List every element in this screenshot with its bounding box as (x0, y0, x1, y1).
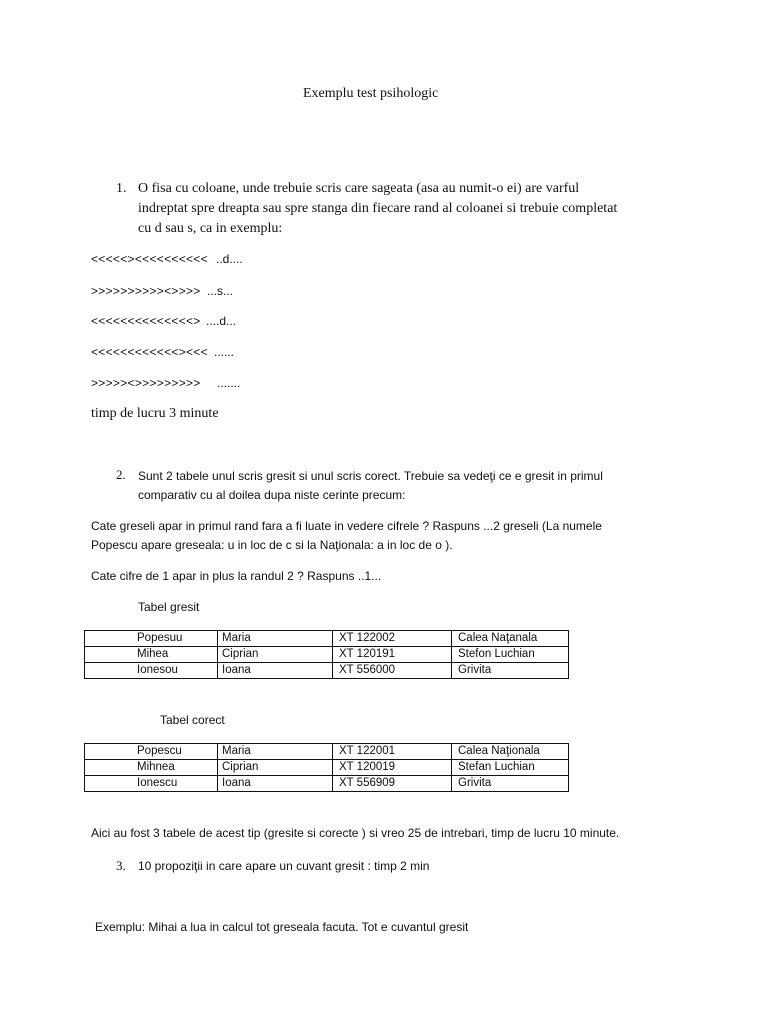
arrow-pattern-answer: ....... (217, 376, 241, 390)
arrow-pattern-answer: ....d... (206, 314, 237, 328)
table-row (85, 631, 569, 647)
arrow-pattern: >>>>><>>>>>>>>> (91, 376, 201, 390)
table-cell: XT 556909 (333, 776, 452, 792)
arrow-pattern: <<<<<<<<<<<<><<< (91, 345, 208, 359)
table-cell: Ciprian (218, 760, 333, 776)
table-cell: Calea Naţionala (452, 744, 569, 760)
arrow-pattern: <<<<<><<<<<<<<<< (91, 252, 208, 266)
question-3-example: Exemplu: Mihai a lua in calcul tot greseala facuta. Tot e cuvantul gresit (95, 920, 469, 934)
arrow-pattern-answer: ...... (214, 345, 235, 359)
table-cell: XT 122002 (333, 631, 452, 647)
table-cell: Stefan Luchian (452, 760, 569, 776)
table-cell: Ioana (218, 776, 333, 792)
table-cell: XT 556000 (333, 663, 452, 679)
question-1-text-line: O fisa cu coloane, unde trebuie scris care sageata (asa au numit-o ei) are varful (138, 181, 580, 196)
arrow-pattern-answer: ...s... (207, 284, 234, 298)
table-cell: Maria (218, 631, 333, 647)
explanation-question-2: Cate cifre de 1 apar in plus la randul 2 ? Raspuns ..1... (91, 569, 382, 583)
table-cell: Grivita (452, 663, 569, 679)
question-2-text-line: comparativ cu al doilea dupa niste cerinte precum: (138, 488, 406, 502)
table-cell: Ionesou (85, 663, 218, 679)
document-title: Exemplu test psihologic (303, 86, 439, 101)
table-cell: Mihnea (85, 760, 218, 776)
table-cell: XT 120019 (333, 760, 452, 776)
question-3-text: 10 propoziţii in care apare un cuvant gresit : timp 2 min (138, 859, 430, 873)
table-cell: Ciprian (218, 647, 333, 663)
table-row (85, 663, 569, 679)
table-correct (84, 743, 569, 792)
explanation-paragraph-line: Cate greseli apar in primul rand fara a fi luate in vedere cifrele ? Raspuns ...2 greseli (La numele (91, 519, 602, 533)
question-1-text-line: cu d sau s, ca in exemplu: (138, 221, 283, 236)
table-wrong (84, 630, 569, 679)
arrow-pattern: <<<<<<<<<<<<<<> (91, 314, 201, 328)
table-cell: Stefon Luchian (452, 647, 569, 663)
table-cell: XT 120191 (333, 647, 452, 663)
table-cell: Grivita (452, 776, 569, 792)
question-2-text-line: Sunt 2 tabele unul scris gresit si unul scris corect. Trebuie sa vedeţi ce e gresit in primul (138, 469, 603, 483)
explanation-paragraph-line: Popescu apare greseala: u in loc de c si la Naţionala: a in loc de o ). (91, 538, 453, 552)
table-row (85, 647, 569, 663)
table-cell: Ionescu (85, 776, 218, 792)
table-cell: Ioana (218, 663, 333, 679)
tables-summary: Aici au fost 3 tabele de acest tip (gresite si corecte ) si vreo 25 de intrebari, timp de lucru 10 minute. (91, 826, 620, 840)
table-cell: Maria (218, 744, 333, 760)
table-cell: Popescu (85, 744, 218, 760)
arrow-pattern-answer: ..d.... (216, 252, 243, 266)
arrow-pattern: >>>>>>>>>><>>>> (91, 284, 201, 298)
question-3-number: 3. (116, 858, 126, 873)
table-cell: XT 122001 (333, 744, 452, 760)
table-row (85, 776, 569, 792)
table-row (85, 760, 569, 776)
table-row (85, 744, 569, 760)
question-1-text-line: indreptat spre dreapta sau spre stanga din fiecare rand al coloanei si trebuie completat (138, 201, 618, 216)
question-1-number: 1. (116, 181, 127, 196)
question-1-time: timp de lucru 3 minute (91, 406, 219, 421)
table-correct-label: Tabel corect (160, 713, 225, 727)
table-wrong-label: Tabel gresit (138, 600, 200, 614)
question-2-number: 2. (116, 467, 126, 482)
table-cell: Mihea (85, 647, 218, 663)
table-cell: Popesuu (85, 631, 218, 647)
table-cell: Calea Naţanala (452, 631, 569, 647)
